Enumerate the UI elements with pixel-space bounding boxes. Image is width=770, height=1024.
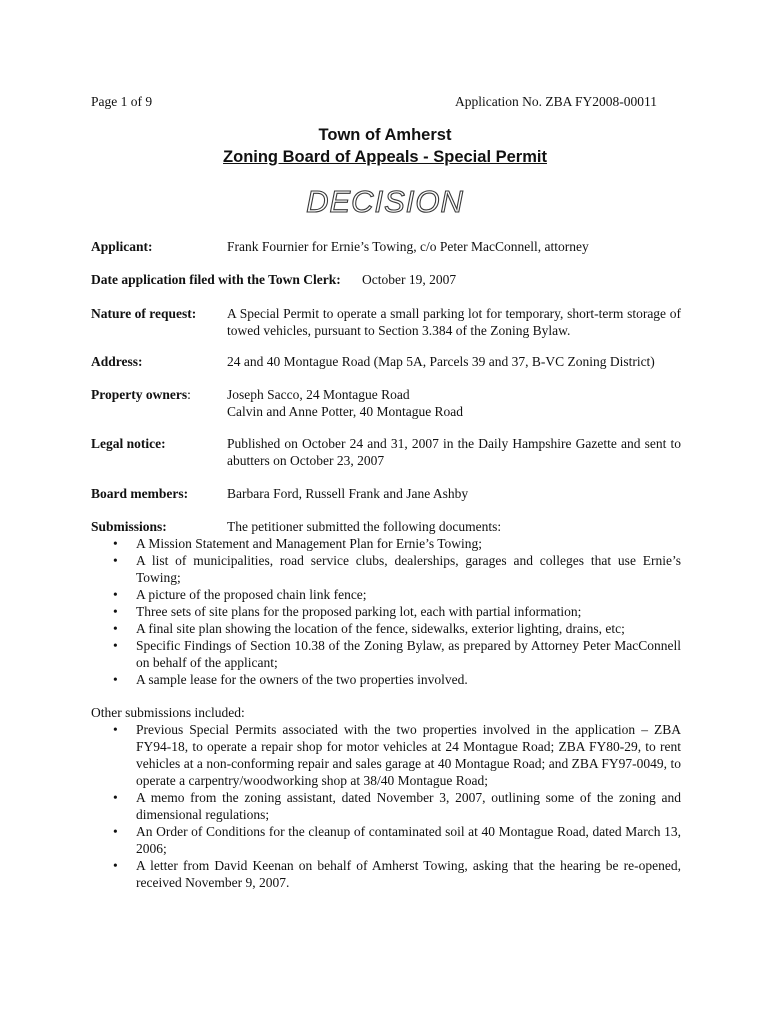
bullet-icon: • bbox=[113, 790, 118, 805]
address-value: 24 and 40 Montague Road (Map 5A, Parcels 39 and 37, B-VC Zoning District) bbox=[227, 354, 655, 369]
town-title: Town of Amherst bbox=[318, 126, 452, 144]
date-filed-label: Date application filed with the Town Clerk: bbox=[91, 272, 341, 287]
bullet-icon: • bbox=[113, 824, 118, 839]
owner-line: Joseph Sacco, 24 Montague Road bbox=[227, 387, 410, 402]
board-title: Zoning Board of Appeals - Special Permit bbox=[223, 148, 547, 166]
applicant-value: Frank Fournier for Ernie’s Towing, c/o Peter MacConnell, attorney bbox=[227, 239, 589, 254]
bullet-icon: • bbox=[113, 672, 118, 687]
applicant-label: Applicant: bbox=[91, 239, 153, 254]
nature-value: A Special Permit to operate a small parking lot for temporary, short-term storage of towed vehicles, pursuant to Section 3.384 of the Zoning Bylaw. bbox=[227, 306, 681, 338]
submissions-label: Submissions: bbox=[91, 519, 167, 534]
document-page: Page 1 of 9 Application No. ZBA FY2008-00011 Town of Amherst Zoning Board of Appeals - Special Permit DECISION Applicant: Frank Fournier for Ernie’s Towing, c/o Peter MacConnell, attorney Date application filed with the Town Clerk: October 19, 2007 Nature of request: A Special Permit to operate a small parking lot for temporary, short-term storage of towed vehicles, pursuant to Section 3.384 of the Zoning Bylaw. Address: 24 and 40 Montague Road (Map 5A, Parcels 39 and 37, B-VC Zoning District) Property owners: Joseph Sacco, 24 Montague Road Calvin and Anne Potter, 40 Montague Road Legal notice: Published on October 24 and 31, 2007 in the Daily Hampshire Gazette and sent to abutters on October 23, 2007 Board members: Barbara Ford, Russell Frank and Jane Ashby Submissions: The petitioner submitted the following documents: • A Mission Statement and Management Plan for Ernie’s Towing; • A list of municipalities, road service clubs, dealerships, garages and colleges that use Ernie’s Towing; • A picture of the proposed chain link fence; • Three sets of site plans for the proposed parking lot, each with partial information; • A final site plan showing the location of the fence, sidewalks, exterior lighting, drains, etc; • Specific Findings of Section 10.38 of the Zoning Bylaw, as prepared by Attorney Peter MacConnell on behalf of the applicant; • A sample lease for the owners of the two properties involved. Other submissions included: • Previous Special Permits associated with the two properties involved in the application – ZBA FY94-18, to operate a repair shop for motor vehicles at 24 Montague Road; ZBA FY80-29, to rent vehicles at a non-conforming repair and sales garage at 40 Montague Road; and ZBA FY97-0049, to operate a carpentry/woodworking shop at 38/40 Montague Road; • A memo from the zoning assistant, dated November 3, 2007, outlining some of the zoning and dimensional regulations; • An Order of Conditions for the cleanup of contaminated soil at 40 Montague Road, dated March 13, 2006; • A letter from David Keenan on behalf of Amherst Towing, asking that the hearing be re-opened, received November 9, 2007. bbox=[0, 0, 770, 1024]
nature-label: Nature of request: bbox=[91, 306, 197, 321]
legal-label: Legal notice: bbox=[91, 436, 166, 451]
board-value: Barbara Ford, Russell Frank and Jane Ashby bbox=[227, 486, 469, 501]
bullet-icon: • bbox=[113, 587, 118, 602]
application-number: Application No. ZBA FY2008-00011 bbox=[455, 94, 657, 109]
bullet-icon: • bbox=[113, 604, 118, 619]
page-number: Page 1 of 9 bbox=[91, 94, 153, 109]
bullet-icon: • bbox=[113, 722, 118, 737]
owner-line: Calvin and Anne Potter, 40 Montague Road bbox=[227, 404, 464, 419]
bullet-icon: • bbox=[113, 858, 118, 873]
bullet-icon: • bbox=[113, 621, 118, 636]
board-label: Board members: bbox=[91, 486, 189, 501]
address-label: Address: bbox=[91, 354, 143, 369]
legal-value: Published on October 24 and 31, 2007 in the Daily Hampshire Gazette and sent to abutters on October 23, 2007 bbox=[227, 436, 681, 468]
date-filed-value: October 19, 2007 bbox=[362, 272, 457, 287]
owners-value bbox=[227, 386, 681, 420]
bullet-icon: • bbox=[113, 536, 118, 551]
decision-heading: DECISION bbox=[306, 184, 464, 219]
submissions-value: The petitioner submitted the following documents: bbox=[227, 519, 502, 534]
bullet-icon: • bbox=[113, 638, 118, 653]
owners-label: Property owners: bbox=[91, 387, 191, 402]
other-submissions-heading: Other submissions included: bbox=[91, 705, 245, 720]
bullet-icon: • bbox=[113, 553, 118, 568]
